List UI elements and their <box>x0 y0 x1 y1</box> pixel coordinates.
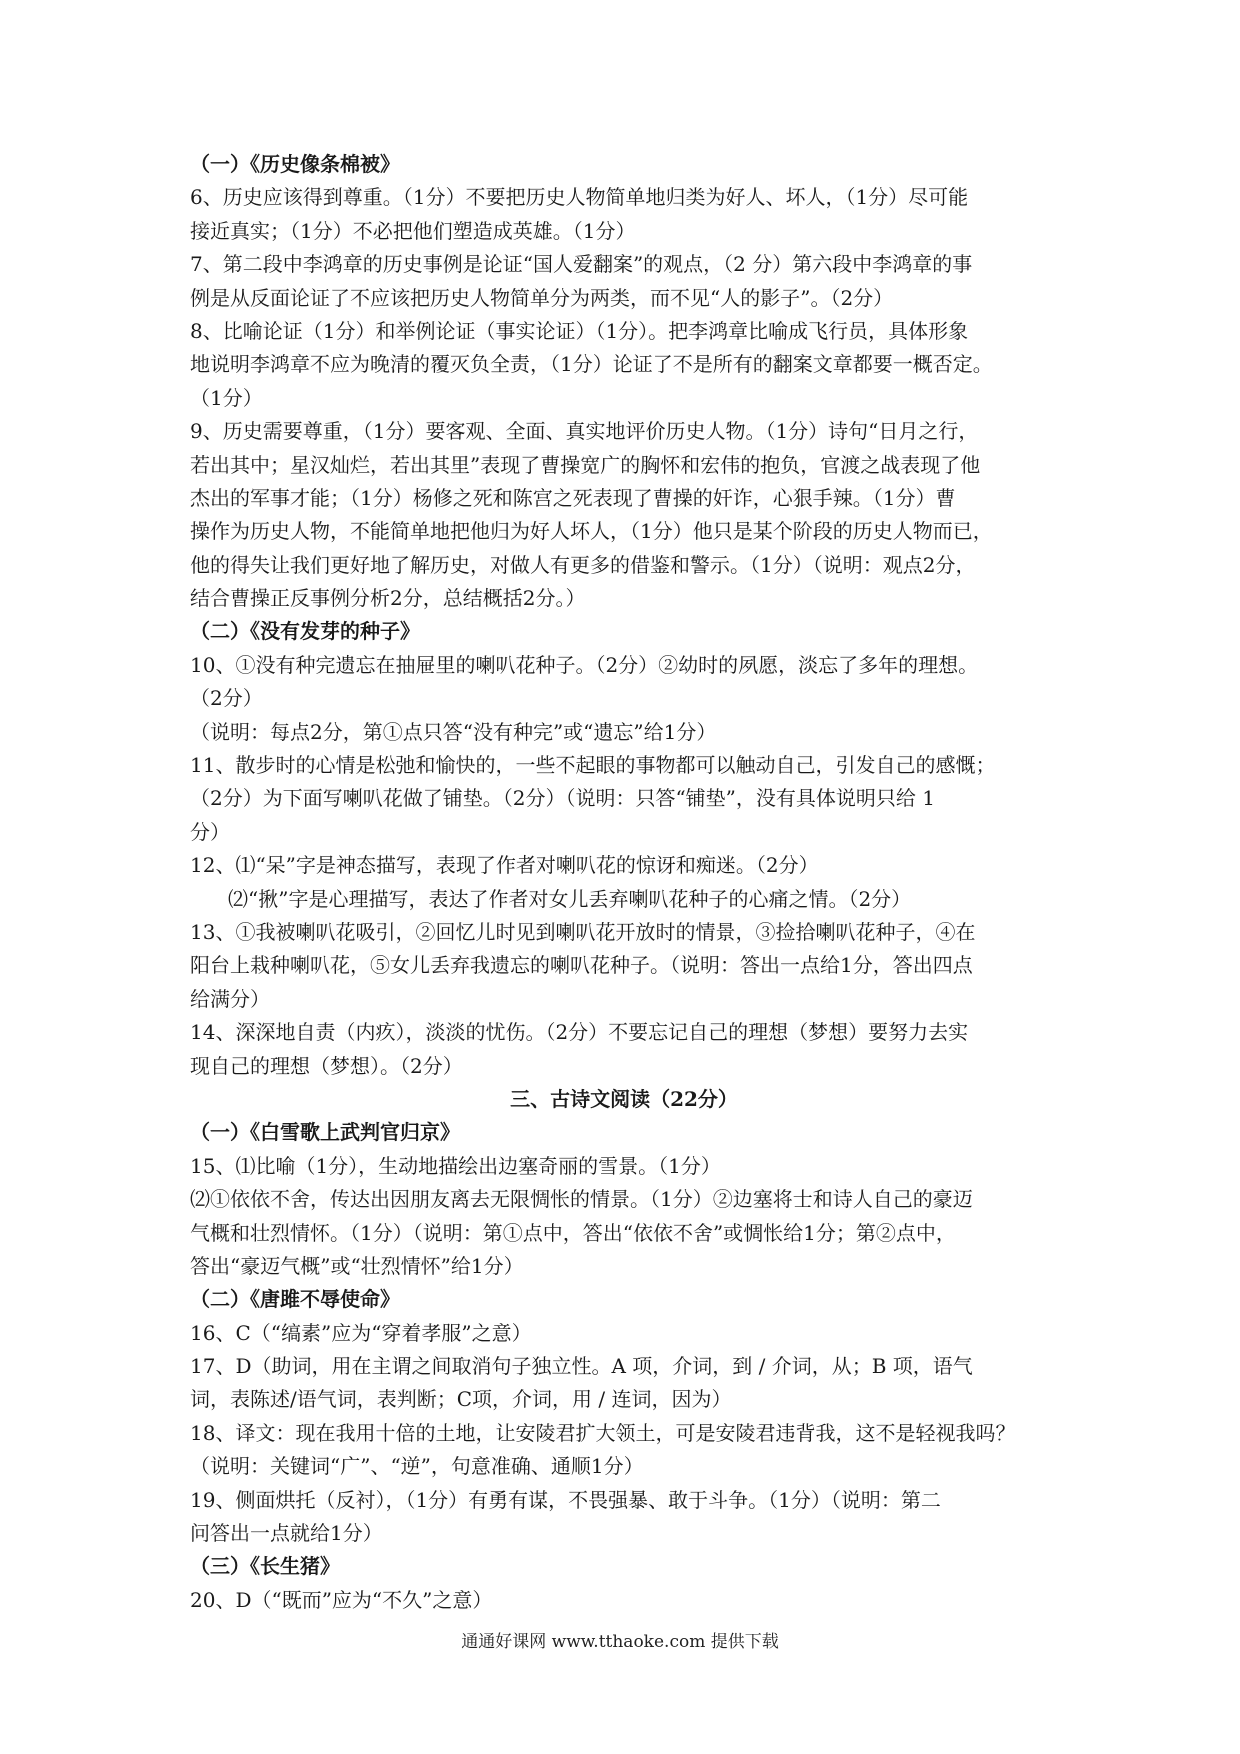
section-heading: （一）《历史像条棉被》 <box>190 152 400 176</box>
text-line: 分） <box>190 819 230 844</box>
text-line: 7、第二段中李鸿章的历史事例是论证“国人爱翻案”的观点，（2 分）第六段中李鸿章的事 <box>190 252 973 277</box>
text-line: 8、比喻论证（1分）和举例论证（事实论证）（1分）。把李鸿章比喻成飞行员，具体形象 <box>190 318 969 343</box>
page-footer: 通通好课网 www.tthaoke.com 提供下载 <box>461 1632 779 1652</box>
text-line: 17、D（助词，用在主谓之间取消句子独立性。A 项，介词，到 / 介词，从；B 项，语气 <box>190 1354 973 1379</box>
text-line: （说明：关键词“广”、“逆”，句意准确、通顺1分） <box>190 1454 644 1479</box>
text-line: 19、侧面烘托（反衬），（1分）有勇有谋，不畏强暴、敢于斗争。（1分）（说明：第二 <box>190 1487 941 1512</box>
text-line: 答出“豪迈气概”或“壮烈情怀”给1分） <box>190 1253 524 1278</box>
text-line: 9、历史需要尊重，（1分）要客观、全面、真实地评价历史人物。（1分）诗句“日月之行， <box>190 419 979 444</box>
text-line: 20、D（“既而”应为“不久”之意） <box>190 1587 493 1612</box>
text-line: ⑵①依依不舍，传达出因朋友离去无限惆怅的情景。（1分）②边塞将士和诗人自己的豪迈 <box>190 1187 973 1212</box>
text-line: 杰出的军事才能；（1分）杨修之死和陈宫之死表现了曹操的奸诈，心狠手辣。（1分）曹 <box>190 485 956 510</box>
text-line: 16、C（“缟素”应为“穿着孝服”之意） <box>190 1320 532 1345</box>
text-line: （说明：每点2分，第①点只答“没有种完”或“遗忘”给1分） <box>190 719 717 744</box>
text-line: 词，表陈述/语气词，表判断；C项，介词，用 / 连词，因为） <box>190 1387 732 1412</box>
text-line: 给满分） <box>190 986 270 1011</box>
text-line: 他的得失让我们更好地了解历史，对做人有更多的借鉴和警示。（1分）（说明：观点2分， <box>190 552 976 577</box>
text-line: 结合曹操正反事例分析2分，总结概括2分。） <box>190 586 586 611</box>
text-line: （2分） <box>190 686 263 711</box>
text-line: 操作为历史人物，不能简单地把他归为好人坏人，（1分）他只是某个阶段的历史人物而已， <box>190 519 993 544</box>
text-line: 12、⑴“呆”字是神态描写，表现了作者对喇叭花的惊讶和痴迷。（2分） <box>190 853 819 878</box>
text-line: 地说明李鸿章不应为晚清的覆灭负全责，（1分）论证了不是所有的翻案文章都要一概否定。 <box>190 352 993 377</box>
text-line: 例是从反面论证了不应该把历史人物简单分为两类，而不见“人的影子”。（2分） <box>190 285 894 310</box>
text-line: 接近真实；（1分）不必把他们塑造成英雄。（1分） <box>190 218 636 243</box>
text-line: 若出其中；星汉灿烂，若出其里”表现了曹操宽广的胸怀和宏伟的抱负，官渡之战表现了他 <box>190 452 981 477</box>
text-line: 气概和壮烈情怀。（1分）（说明：第①点中，答出“依依不舍”或惆怅给1分；第②点中， <box>190 1220 956 1245</box>
section-heading: 三、古诗文阅读（22分） <box>510 1086 738 1111</box>
text-line: 问答出一点就给1分） <box>190 1521 383 1546</box>
text-line: 11、散步时的心情是松弛和愉快的，一些不起眼的事物都可以触动自己，引发自己的感慨； <box>190 753 996 778</box>
section-heading: （二）《没有发芽的种子》 <box>190 619 420 644</box>
text-line: 15、⑴比喻（1分），生动地描绘出边塞奇丽的雪景。（1分） <box>190 1153 721 1178</box>
text-line: 10、①没有种完遗忘在抽屉里的喇叭花种子。（2分）②幼时的夙愿，淡忘了多年的理想。 <box>190 652 979 677</box>
answer-document <box>190 148 1058 1617</box>
section-heading: （一）《白雪歌上武判官归京》 <box>190 1120 460 1145</box>
section-heading: （三）《长生猪》 <box>190 1554 340 1579</box>
text-line: 13、①我被喇叭花吸引，②回忆儿时见到喇叭花开放时的情景，③捡拾喇叭花种子，④在 <box>190 919 976 944</box>
text-line: 6、历史应该得到尊重。（1分）不要把历史人物简单地归类为好人、坏人，（1分）尽可能 <box>190 185 969 210</box>
text-line: （1分） <box>190 385 263 410</box>
text-line: 18、译文：现在我用十倍的土地，让安陵君扩大领土，可是安陵君违背我，这不是轻视我吗？ <box>190 1420 1016 1445</box>
text-line: 现自己的理想（梦想）。（2分） <box>190 1053 463 1078</box>
text-line: 阳台上栽种喇叭花，⑤女儿丢弃我遗忘的喇叭花种子。（说明：答出一点给1分，答出四点 <box>190 953 973 978</box>
text-line: ⑵“揪”字是心理描写，表达了作者对女儿丢弃喇叭花种子的心痛之情。（2分） <box>228 886 912 911</box>
text-line: （2分）为下面写喇叭花做了铺垫。（2分）（说明：只答“铺垫”，没有具体说明只给 1 <box>190 786 935 811</box>
text-line: 14、深深地自责（内疚），淡淡的忧伤。（2分）不要忘记自己的理想（梦想）要努力去实 <box>190 1020 969 1045</box>
section-heading: （二）《唐雎不辱使命》 <box>190 1287 400 1312</box>
